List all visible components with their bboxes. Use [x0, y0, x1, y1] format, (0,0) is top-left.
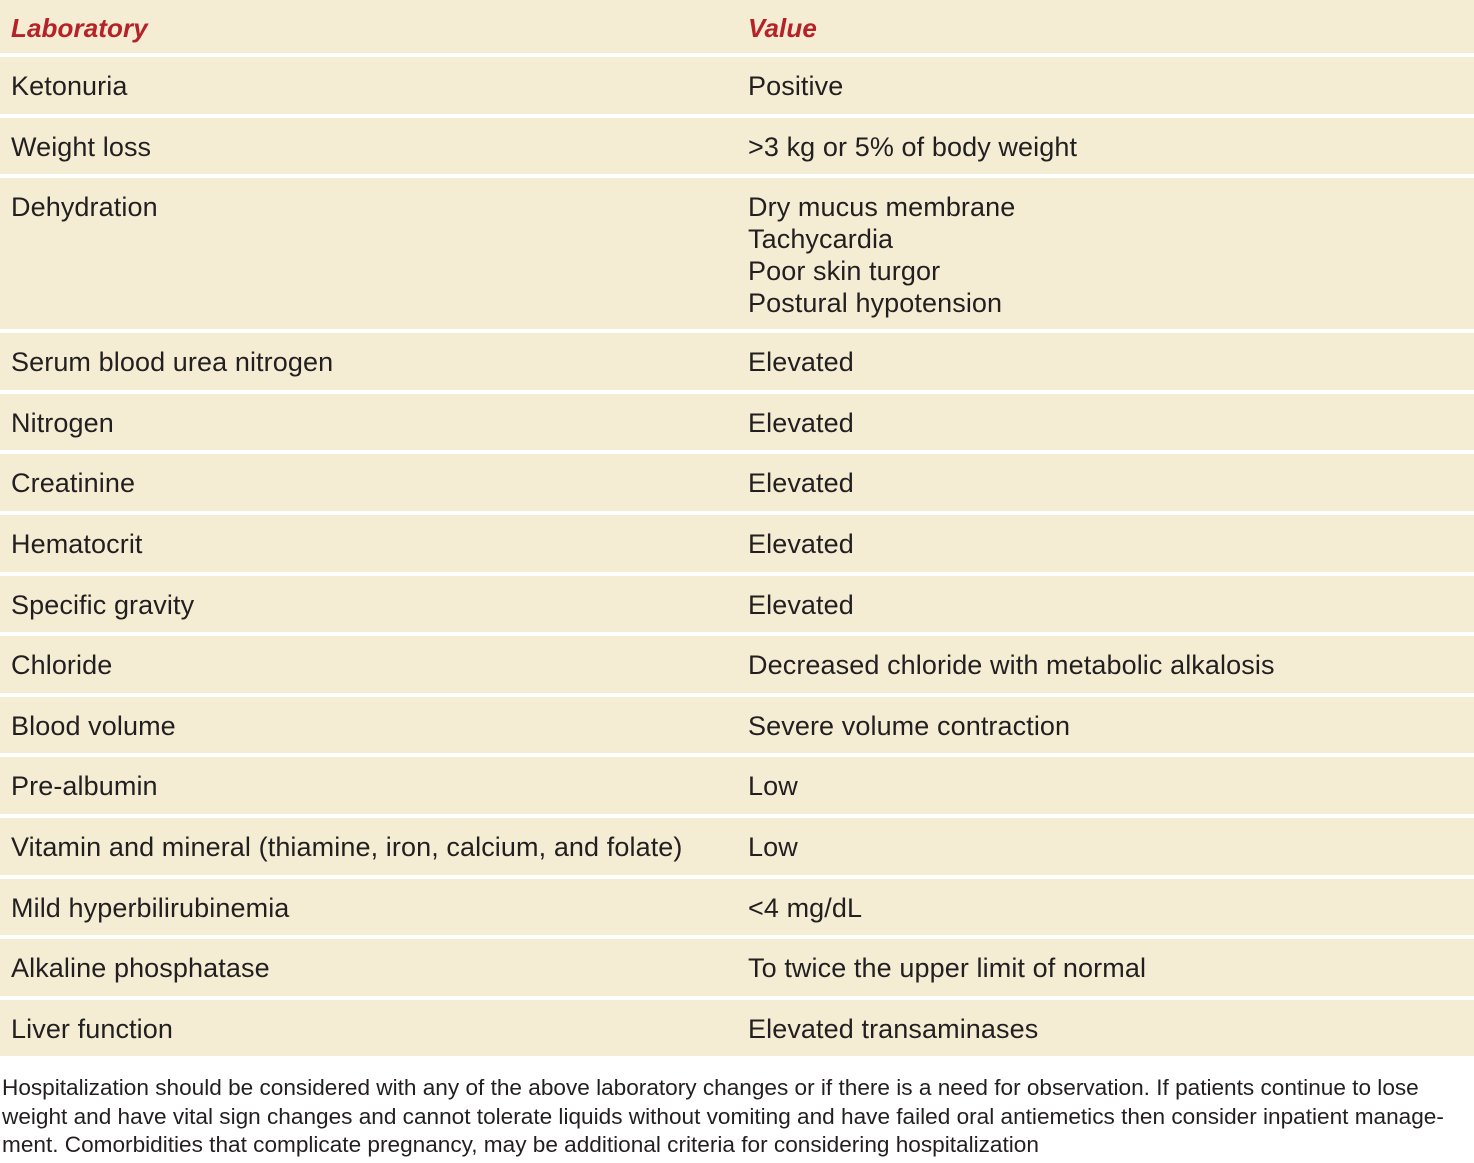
- value-line: Low: [748, 831, 798, 862]
- value-line: Elevated: [748, 468, 854, 499]
- table-row: [0, 57, 1474, 118]
- table-row: [0, 939, 1474, 1000]
- value-line: Postural hypotension: [748, 288, 1003, 319]
- value-line: >3 kg or 5% of body weight: [748, 131, 1078, 162]
- table-row: [0, 454, 1474, 515]
- table-header-row: [0, 0, 1474, 57]
- value-cell: [737, 118, 1474, 163]
- table-row: [0, 636, 1474, 697]
- laboratory-cell: Ketonuria: [11, 71, 128, 101]
- value-line: <4 mg/dL: [748, 892, 863, 923]
- laboratory-cell: Creatinine: [11, 468, 136, 499]
- value-line: Elevated: [748, 347, 854, 378]
- value-line: Poor skin turgor: [748, 256, 941, 287]
- value-line: Decreased chloride with metabolic alkalosis: [748, 650, 1275, 681]
- laboratory-cell: Vitamin and mineral (thiamine, iron, calcium, and folate): [11, 831, 683, 862]
- header-laboratory: Laboratory: [11, 13, 148, 43]
- laboratory-cell: Liver function: [11, 1013, 173, 1044]
- value-cell: [737, 515, 1474, 560]
- table-row: [0, 394, 1474, 455]
- value-line: Low: [748, 771, 798, 802]
- value-line: Elevated: [748, 407, 854, 438]
- table-row: [0, 576, 1474, 637]
- value-cell: [737, 394, 1474, 439]
- laboratory-cell: Mild hyperbilirubinemia: [11, 892, 290, 923]
- laboratory-cell: Chloride: [11, 650, 113, 681]
- laboratory-cell: Serum blood urea nitrogen: [11, 347, 334, 378]
- value-line: To twice the upper limit of normal: [748, 953, 1147, 984]
- value-line: Elevated: [748, 589, 854, 620]
- table-body: [0, 57, 1474, 1060]
- table-row: [0, 118, 1474, 179]
- table-row: [0, 697, 1474, 758]
- laboratory-cell: Weight loss: [11, 131, 152, 162]
- value-line: Dry mucus membrane: [748, 192, 1016, 223]
- value-cell: [737, 333, 1474, 378]
- laboratory-cell: Dehydration: [11, 192, 158, 223]
- value-cell: [737, 757, 1474, 802]
- value-cell: [737, 697, 1474, 742]
- table-row: [0, 818, 1474, 879]
- value-line: Positive: [748, 71, 844, 101]
- laboratory-cell: Pre-albumin: [11, 771, 158, 802]
- value-line: Severe volume contraction: [748, 710, 1071, 741]
- table-row: [0, 879, 1474, 940]
- laboratory-cell: Blood volume: [11, 710, 176, 741]
- table-row: [0, 333, 1474, 394]
- value-cell: [737, 57, 1474, 102]
- footnote: Hospitalization should be considered with any of the above laboratory changes or if there is a need for observation. If patients continue to lose weight and have vital sign changes and cannot tolerate liquids without vomiting and have failed oral antiemetics then consider inpatient manage-ment. Comorbidities that complicate pregnancy, may be additional criteria for considering hospitalization: [2, 1075, 1444, 1158]
- value-line: Tachycardia: [748, 224, 894, 255]
- value-cell: [737, 178, 1474, 319]
- table-row: [0, 515, 1474, 576]
- laboratory-cell: Hematocrit: [11, 528, 143, 559]
- laboratory-cell: Specific gravity: [11, 589, 195, 620]
- table-row: [0, 178, 1474, 333]
- value-cell: [737, 454, 1474, 499]
- value-cell: [737, 576, 1474, 621]
- value-cell: [737, 939, 1474, 984]
- table-row: [0, 757, 1474, 818]
- laboratory-cell: Nitrogen: [11, 407, 114, 438]
- value-line: Elevated transaminases: [748, 1013, 1039, 1044]
- value-cell: [737, 1000, 1474, 1045]
- laboratory-cell: Alkaline phosphatase: [11, 953, 270, 984]
- table-row: [0, 1000, 1474, 1061]
- value-line: Elevated: [748, 528, 854, 559]
- value-cell: [737, 636, 1474, 681]
- header-value: Value: [748, 13, 817, 43]
- value-cell: [737, 879, 1474, 924]
- value-cell: [737, 818, 1474, 863]
